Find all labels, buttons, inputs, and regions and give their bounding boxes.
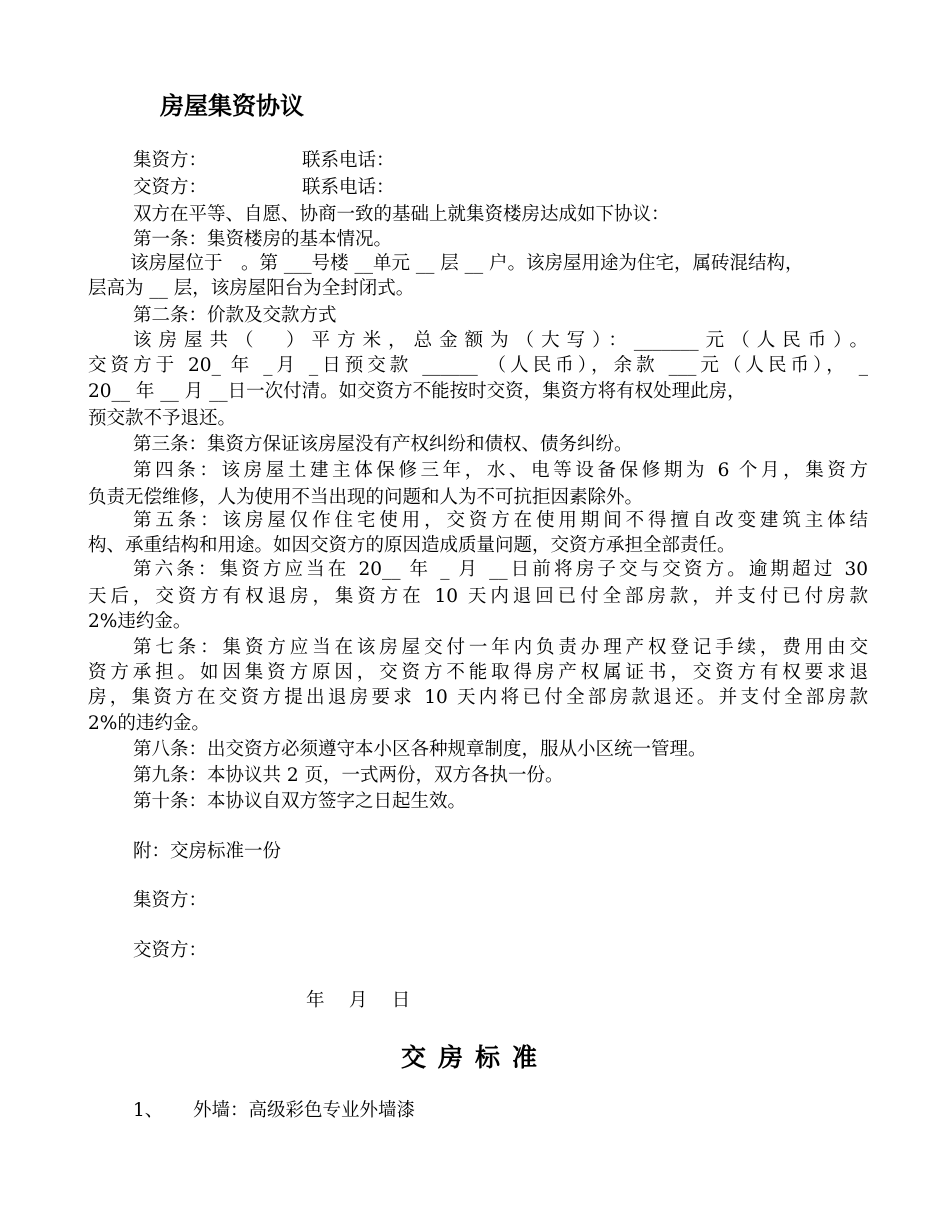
- party-a-phone-label: 联系电话：: [302, 150, 395, 171]
- party-a-label: 集资方：: [133, 150, 208, 171]
- party-b-row: [133, 174, 868, 201]
- article-9: 第九条：本协议共 2 页，一式两份，双方各执一份。: [133, 765, 564, 786]
- article-7-line-4: 2%的违约金。: [88, 713, 210, 734]
- article-10: 第十条：本协议自双方签字之日起生效。: [133, 791, 467, 812]
- article-4-line-1: 第四条：该房屋土建主体保修三年，水、电等设备保修期为 6 个月，集资方: [133, 460, 868, 481]
- article-5-line-1: 第五条：该房屋仅作住宅使用，交资方在使用期间不得擅自改变建筑主体结: [133, 510, 868, 531]
- standard-title: 交房标准: [400, 1043, 549, 1072]
- article-1-title: 第一条：集资楼房的基本情况。: [133, 229, 393, 250]
- article-2-title: 第二条：价款及交款方式: [133, 305, 337, 326]
- standard-item-number: 1、: [133, 1100, 164, 1121]
- signature-party-b: 交资方：: [133, 940, 208, 961]
- article-6-line-1: 第六条：集资方应当在 20__ 年 _ 月 __日前将房子交与交资方。逾期超过 30: [133, 559, 868, 580]
- standard-item-text: 外墙：高级彩色专业外墙漆: [193, 1100, 416, 1121]
- party-b-label: 交资方：: [133, 177, 208, 198]
- article-5-line-2: 构、承重结构和用途。如因交资方的原因造成质量问题，交资方承担全部责任。: [88, 535, 736, 556]
- article-2-line-2: 交资方于 20_ 年 _月 _日预交款 ______ （人民币），余款 ___元（人民币）， _: [88, 355, 868, 376]
- article-1-line-1: 该房屋位于 。第 ___号楼 __单元 __ 层 __ 户。该房屋用途为住宅，属砖混结构，: [130, 253, 804, 274]
- signature-party-a: 集资方：: [133, 890, 208, 911]
- article-2-line-4: 预交款不予退还。: [88, 408, 237, 429]
- document-title: 房屋集资协议: [160, 92, 304, 120]
- article-8: 第八条：出交资方必须遵守本小区各种规章制度，服从小区统一管理。: [133, 739, 707, 760]
- article-7-line-1: 第七条：集资方应当在该房屋交付一年内负责办理产权登记手续，费用由交: [133, 637, 868, 658]
- article-3: 第三条：集资方保证该房屋没有产权纠纷和债权、债务纠纷。: [133, 434, 633, 455]
- party-a-row: [133, 147, 868, 174]
- party-b-phone-label: 联系电话：: [302, 177, 395, 198]
- article-1-line-2: 层高为 __ 层，该房屋阳台为全封闭式。: [88, 278, 415, 299]
- attachment-note: 附：交房标准一份: [133, 841, 282, 862]
- article-2-line-1: 该房屋共（ ）平方米，总金额为（大写）：_______元（人民币）。: [133, 330, 868, 351]
- article-7-line-2: 资方承担。如因集资方原因，交资方不能取得房产权属证书，交资方有权要求退: [88, 662, 868, 683]
- intro-paragraph: 双方在平等、自愿、协商一致的基础上就集资楼房达成如下协议：: [133, 204, 670, 225]
- article-6-line-3: 2%违约金。: [88, 611, 192, 632]
- standard-item-1: [133, 1097, 415, 1124]
- article-2-line-3: 20__ 年 __ 月 __日一次付清。如交资方不能按时交资，集资方将有权处理此房，: [88, 381, 746, 402]
- article-6-line-2: 天后，交资方有权退房，集资方在 10 天内退回已付全部房款，并支付已付房款: [88, 586, 868, 607]
- signature-date: 年 月 日: [306, 990, 411, 1011]
- article-4-line-2: 负责无偿维修，人为使用不当出现的问题和人为不可抗拒因素除外。: [88, 487, 644, 508]
- article-7-line-3: 房，集资方在交资方提出退房要求 10 天内将已付全部房款退还。并支付全部房款: [88, 687, 868, 708]
